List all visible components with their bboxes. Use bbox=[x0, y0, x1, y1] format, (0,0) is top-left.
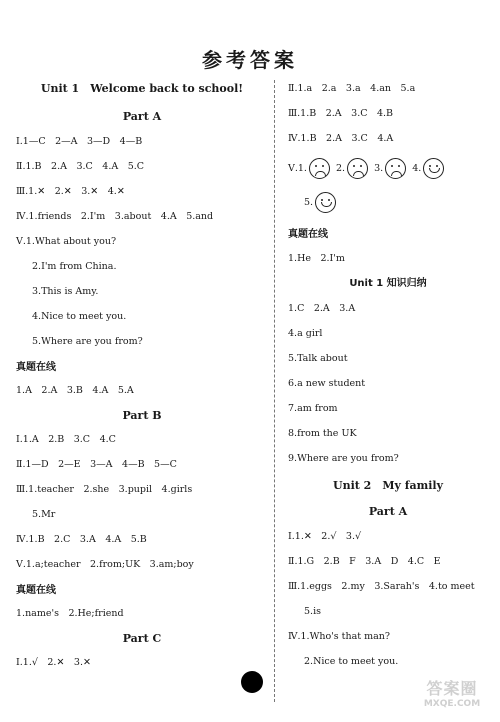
answer-line: Ⅳ.1.Who's that man? bbox=[288, 631, 391, 642]
summary-heading: Unit 1 知识归纳 bbox=[349, 278, 427, 289]
answer-line: 1.He 2.I'm bbox=[288, 253, 345, 264]
unit2-part-a-heading: Part A bbox=[368, 505, 408, 518]
unit1-title: Unit 1 Welcome back to school! bbox=[40, 82, 244, 95]
answer-line: 9.Where are you from? bbox=[288, 453, 399, 464]
happy-face-icon bbox=[315, 192, 336, 213]
answer-line: Ⅱ.1.B 2.A 3.C 4.A 5.C bbox=[16, 161, 145, 172]
answer-line: Ⅳ.1.B 2.C 3.A 4.A 5.B bbox=[16, 534, 147, 545]
watermark-logo bbox=[412, 676, 492, 709]
answer-line: Ⅱ.1.a 2.a 3.a 4.an 5.a bbox=[288, 83, 416, 94]
answer-line: 1.A 2.A 3.B 4.A 5.A bbox=[16, 385, 134, 396]
answer-line: 6.a new student bbox=[288, 378, 366, 389]
answer-line: Ⅲ.1.✕ 2.✕ 3.✕ 4.✕ bbox=[16, 186, 125, 197]
page-number-badge bbox=[241, 671, 263, 693]
answer-line: 5.is bbox=[304, 606, 321, 617]
zhenti-heading: 真题在线 bbox=[288, 229, 328, 240]
faces-row-continued bbox=[288, 191, 339, 215]
answer-line: Ⅳ.1.B 2.A 3.C 4.A bbox=[288, 133, 394, 144]
happy-face-icon bbox=[423, 158, 444, 179]
zhenti-heading: 真题在线 bbox=[16, 585, 56, 596]
answer-line: 2.Nice to meet you. bbox=[304, 656, 399, 667]
answer-prefix: Ⅴ.1. bbox=[288, 163, 307, 174]
answer-line: Ⅲ.1.teacher 2.she 3.pupil 4.girls bbox=[16, 484, 193, 495]
faces-row bbox=[288, 157, 447, 181]
zhenti-heading: 真题在线 bbox=[16, 362, 56, 373]
answer-line: 1.C 2.A 3.A bbox=[288, 303, 356, 314]
answer-line: 1.name's 2.He;friend bbox=[16, 608, 124, 619]
answer-line: 4.a girl bbox=[288, 328, 323, 339]
answer-number: 3. bbox=[374, 163, 384, 174]
unit2-title: Unit 2 My family bbox=[333, 479, 443, 492]
answer-line: Ⅴ.1.What about you? bbox=[16, 236, 117, 247]
answer-line: 5.Talk about bbox=[288, 353, 348, 364]
part-c-heading: Part C bbox=[122, 632, 162, 645]
answer-line: Ⅲ.1.B 2.A 3.C 4.B bbox=[288, 108, 394, 119]
answer-line: 4.Nice to meet you. bbox=[32, 311, 127, 322]
answer-line: 3.This is Amy. bbox=[32, 286, 99, 297]
watermark-text: 答案圈 bbox=[426, 679, 478, 698]
answer-line: 5.Where are you from? bbox=[32, 336, 143, 347]
answer-line: Ⅳ.1.friends 2.I'm 3.about 4.A 5.and bbox=[16, 211, 214, 222]
answer-line: Ⅱ.1.G 2.B F 3.A D 4.C E bbox=[288, 556, 441, 567]
answer-line: 2.I'm from China. bbox=[32, 261, 117, 272]
watermark-url: MXQE.COM bbox=[423, 699, 481, 709]
sad-face-icon bbox=[309, 158, 330, 179]
sad-face-icon bbox=[385, 158, 406, 179]
answer-line: Ⅴ.1.a;teacher 2.from;UK 3.am;boy bbox=[16, 559, 194, 570]
column-divider bbox=[274, 80, 275, 702]
answer-line: 7.am from bbox=[288, 403, 338, 414]
part-a-heading: Part A bbox=[122, 110, 162, 123]
answer-line: Ⅱ.1—D 2—E 3—A 4—B 5—C bbox=[16, 459, 177, 470]
answer-line: Ⅰ.1.✕ 2.√ 3.√ bbox=[288, 531, 362, 542]
answer-line: Ⅰ.1—C 2—A 3—D 4—B bbox=[16, 136, 143, 147]
answer-line: Ⅲ.1.eggs 2.my 3.Sarah's 4.to meet bbox=[288, 581, 475, 592]
answer-line: Ⅰ.1.√ 2.✕ 3.✕ bbox=[16, 657, 91, 668]
part-b-heading: Part B bbox=[122, 409, 162, 422]
answer-number: 4. bbox=[412, 163, 422, 174]
answer-number: 2. bbox=[335, 163, 346, 174]
answer-line: 5.Mr bbox=[32, 509, 56, 520]
answer-number: 5. bbox=[304, 197, 314, 208]
answer-line: 8.from the UK bbox=[288, 428, 357, 439]
page-title: 参考答案 bbox=[202, 48, 298, 72]
answer-line: Ⅰ.1.A 2.B 3.C 4.C bbox=[16, 434, 116, 445]
sad-face-icon bbox=[347, 158, 368, 179]
